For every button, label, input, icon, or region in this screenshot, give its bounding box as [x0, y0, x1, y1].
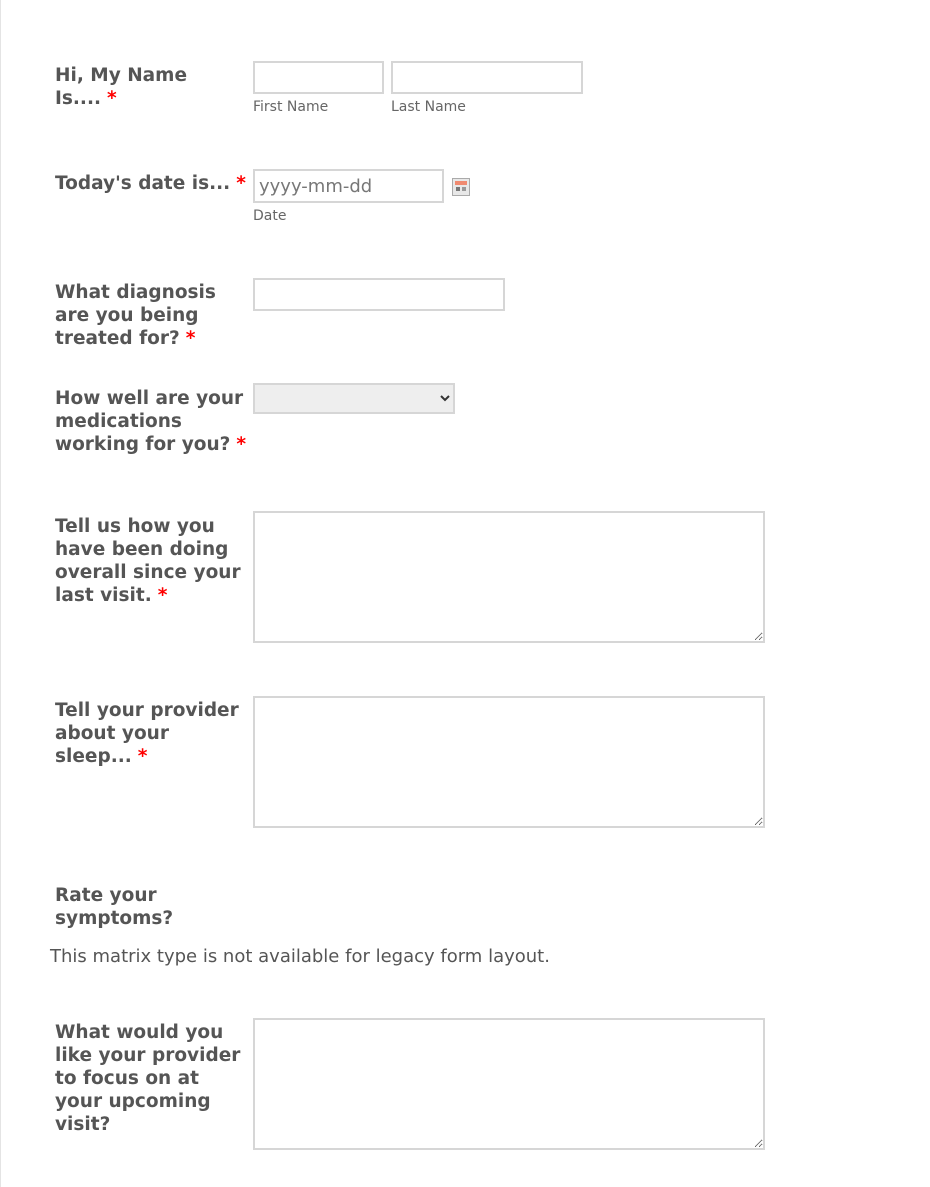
medications-select[interactable]	[253, 383, 455, 414]
matrix-unavailable-note: This matrix type is not available for legacy form layout.	[50, 946, 550, 967]
required-asterisk: *	[236, 434, 247, 455]
sleep-label	[55, 699, 250, 768]
name-label-text: Hi, My Name Is....	[55, 65, 187, 109]
first-name-sublabel: First Name	[253, 99, 329, 115]
date-sublabel: Date	[253, 208, 287, 224]
last-name-sublabel: Last Name	[391, 99, 466, 115]
medications-label-text: How well are your medications working for you?	[55, 388, 244, 455]
diagnosis-label	[55, 281, 250, 350]
page-border	[0, 0, 1, 1187]
overall-textarea[interactable]	[253, 511, 765, 643]
symptoms-label: Rate your symptoms?	[55, 885, 174, 929]
date-input[interactable]	[253, 169, 444, 203]
required-asterisk: *	[157, 585, 168, 606]
calendar-icon[interactable]	[452, 178, 470, 196]
date-label	[55, 172, 250, 195]
date-label-text: Today's date is...	[55, 173, 231, 194]
medications-label	[55, 387, 250, 456]
last-name-input[interactable]	[391, 61, 583, 94]
focus-label: What would you like your provider to focus on at your upcoming visit?	[55, 1022, 241, 1135]
sleep-label-text: Tell your provider about your sleep...	[55, 700, 239, 767]
first-name-input[interactable]	[253, 61, 384, 94]
required-asterisk: *	[185, 328, 196, 349]
name-label	[55, 64, 250, 110]
diagnosis-input[interactable]	[253, 278, 505, 311]
overall-label-text: Tell us how you have been doing overall since your last visit.	[55, 516, 241, 606]
required-asterisk: *	[107, 88, 117, 109]
overall-label	[55, 515, 250, 607]
required-asterisk: *	[236, 173, 246, 194]
diagnosis-label-text: What diagnosis are you being treated for?	[55, 282, 216, 349]
required-asterisk: *	[137, 746, 148, 767]
focus-textarea[interactable]	[253, 1018, 765, 1150]
sleep-textarea[interactable]	[253, 696, 765, 828]
